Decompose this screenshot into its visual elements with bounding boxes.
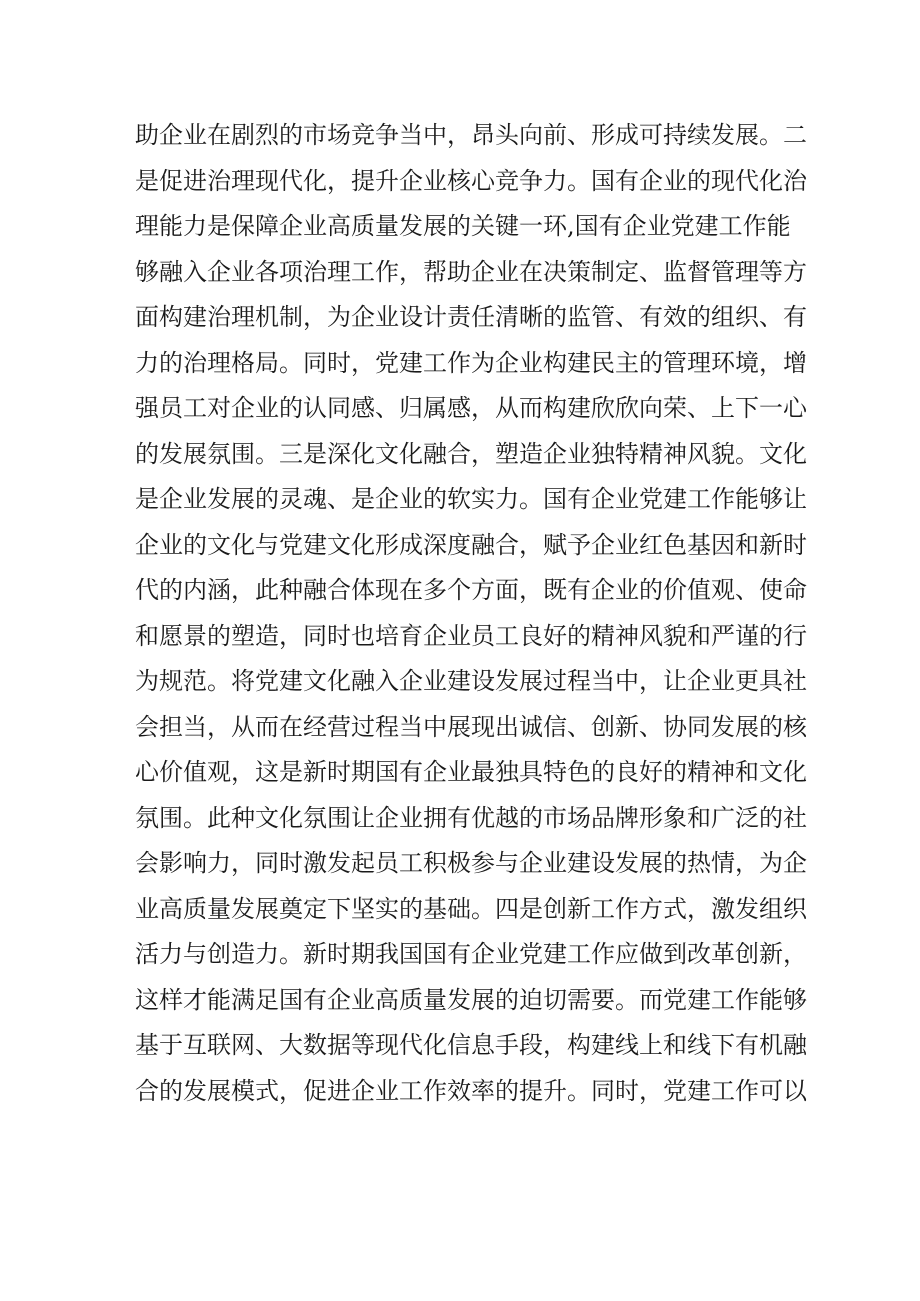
text-line-1: 助企业在剧烈的市场竞争当中，昂头向前、形成可持续发展。二: [135, 121, 807, 149]
text-line-2: 是促进治理现代化，提升企业核心竞争力。国有企业的现代化治: [135, 166, 807, 195]
text-line-3: 理能力是保障企业高质量发展的关键一环,国有企业党建工作能: [135, 212, 791, 240]
text-line-10: 企业的文化与党建文化形成深度融合，赋予企业红色基因和新时: [135, 530, 807, 559]
text-line-14: 会担当，从而在经营过程当中展现出诚信、创新、协同发展的核: [135, 712, 807, 741]
text-line-6: 力的治理格局。同时，党建工作为企业构建民主的管理环境，增: [135, 348, 807, 377]
text-line-7: 强员工对企业的认同感、归属感，从而构建欣欣向荣、上下一心: [135, 394, 807, 422]
text-line-20: 这样才能满足国有企业高质量发展的迫切需要。而党建工作能够: [135, 985, 807, 1014]
body-text: [135, 113, 807, 1114]
text-line-8: 的发展氛围。三是深化文化融合，塑造企业独特精神风貌。文化: [135, 439, 807, 468]
text-line-4: 够融入企业各项治理工作，帮助企业在决策制定、监督管理等方: [135, 257, 807, 286]
text-line-22: 合的发展模式，促进企业工作效率的提升。同时，党建工作可以: [135, 1076, 807, 1105]
text-line-19: 活力与创造力。新时期我国国有企业党建工作应做到改革创新，: [135, 940, 807, 968]
text-line-9: 是企业发展的灵魂、是企业的软实力。国有企业党建工作能够让: [135, 485, 807, 513]
text-line-15: 心价值观，这是新时期国有企业最独具特色的良好的精神和文化: [135, 758, 807, 786]
text-line-5: 面构建治理机制，为企业设计责任清晰的监管、有效的组织、有: [135, 303, 807, 331]
text-line-17: 会影响力，同时激发起员工积极参与企业建设发展的热情，为企: [135, 849, 807, 877]
text-line-21: 基于互联网、大数据等现代化信息手段，构建线上和线下有机融: [135, 1031, 807, 1059]
text-line-12: 和愿景的塑造，同时也培育企业员工良好的精神风貌和严谨的行: [135, 621, 807, 650]
text-line-16: 氛围。此种文化氛围让企业拥有优越的市场品牌形象和广泛的社: [135, 803, 807, 832]
text-line-13: 为规范。将党建文化融入企业建设发展过程当中，让企业更具社: [135, 667, 807, 695]
text-line-11: 代的内涵，此种融合体现在多个方面，既有企业的价值观、使命: [135, 576, 807, 604]
text-line-18: 业高质量发展奠定下坚实的基础。四是创新工作方式，激发组织: [135, 894, 807, 923]
